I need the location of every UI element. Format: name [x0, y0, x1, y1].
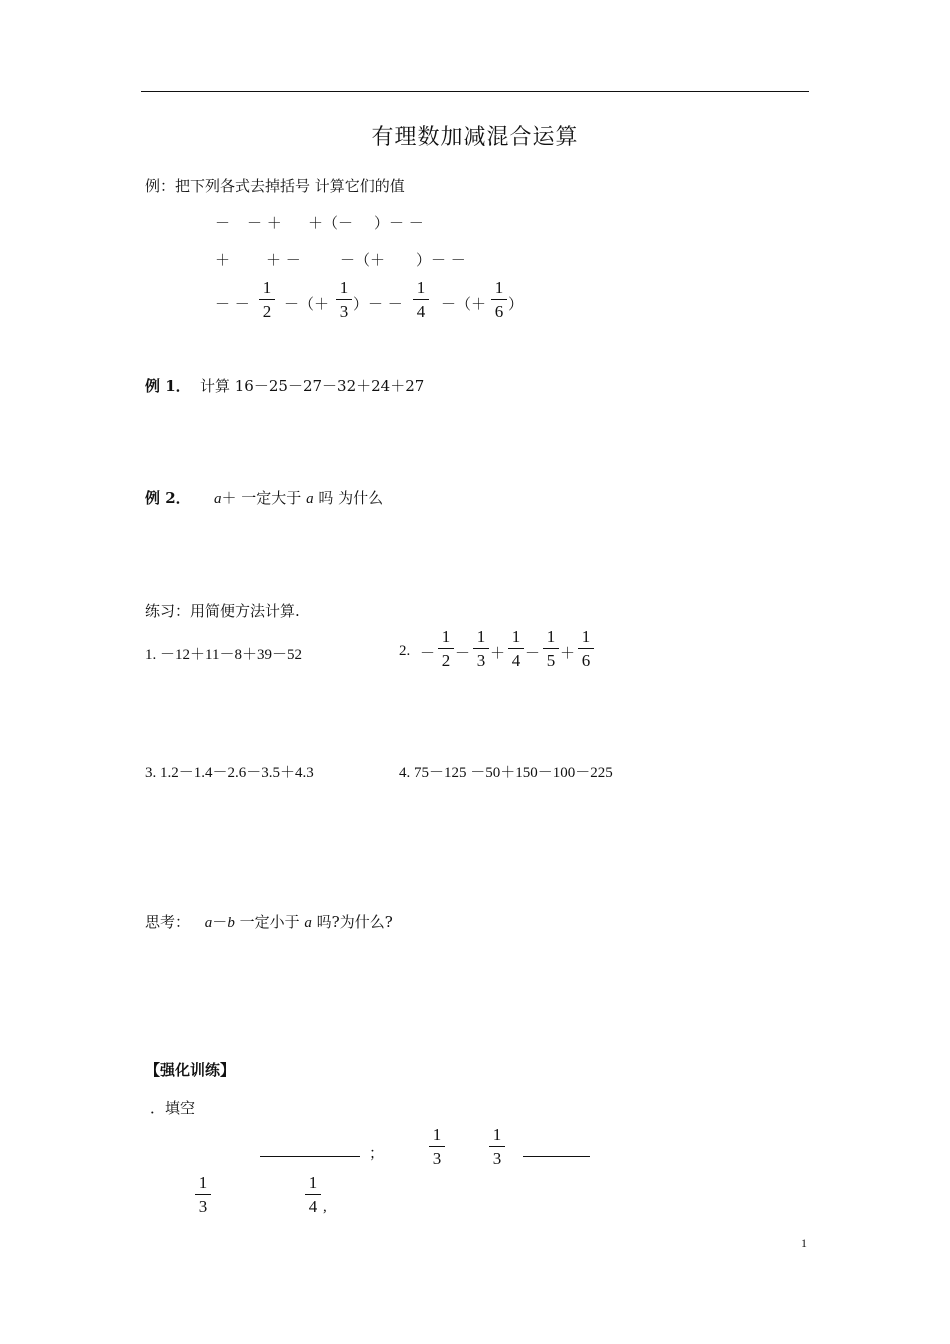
numerator: 1	[511, 627, 521, 646]
variable-b: b	[227, 915, 235, 931]
comma: ,	[323, 1199, 327, 1215]
practice-problem-4: 4. 75－125 －50＋150－100－225	[399, 765, 613, 781]
p2-op-4: －	[525, 644, 541, 662]
p2-fraction-5	[578, 628, 594, 670]
drill-fraction-3	[195, 1174, 211, 1216]
page-number: 1	[801, 1236, 807, 1250]
ex0-row3-op-1: － －	[215, 295, 250, 313]
denominator: 3	[476, 651, 486, 670]
example2-question	[214, 487, 383, 508]
variable-a: a	[304, 915, 312, 931]
example1-label: 例 1．	[145, 377, 191, 395]
answer-blank[interactable]	[260, 1156, 360, 1157]
numerator: 1	[494, 278, 504, 297]
numerator: 1	[416, 278, 426, 297]
numerator: 1	[308, 1173, 318, 1192]
minus-sign: －	[212, 913, 228, 931]
numerator: 1	[198, 1173, 208, 1192]
denominator: 4	[511, 651, 521, 670]
drill-fraction-2	[489, 1126, 505, 1168]
ex0-row2-op-c: －（＋	[340, 251, 386, 269]
denominator: 3	[432, 1149, 442, 1168]
ex0-row2-op-a: ＋	[215, 251, 231, 269]
practice-heading: 练习：用简便方法计算.	[145, 602, 300, 620]
ex0-row3-fraction-4	[491, 279, 507, 321]
drill-fraction-4	[305, 1174, 321, 1216]
ex0-row1-op-c: ＋（－	[308, 214, 354, 232]
variable-a: a	[306, 491, 314, 507]
p2-op-1: －	[420, 644, 436, 662]
ex0-row1-op-a: －	[215, 214, 231, 232]
denominator: 4	[416, 302, 426, 321]
practice-problem-3: 3. 1.2－1.4－2.6－3.5＋4.3	[145, 765, 314, 781]
denominator: 4	[308, 1197, 318, 1216]
denominator: 3	[492, 1149, 502, 1168]
p2-fraction-1	[438, 628, 454, 670]
drill-heading: 【强化训练】	[145, 1061, 236, 1079]
header-rule	[141, 91, 809, 92]
variable-a: a	[204, 915, 213, 931]
numerator: 1	[546, 627, 556, 646]
think-text-2: 吗?为什么?	[316, 913, 393, 931]
example2-text-2: 吗 为什么	[318, 489, 384, 507]
numerator: 1	[441, 627, 451, 646]
ex0-row3-fraction-1	[259, 279, 275, 321]
p2-fraction-2	[473, 628, 489, 670]
p2-op-5: ＋	[560, 644, 576, 662]
p2-fraction-4	[543, 628, 559, 670]
numerator: 1	[262, 278, 272, 297]
ex0-row3-op-3: ）－ －	[353, 295, 403, 313]
p2-fraction-3	[508, 628, 524, 670]
numerator: 1	[581, 627, 591, 646]
ex0-row3-op-5: ）	[508, 295, 524, 313]
denominator: 2	[262, 302, 272, 321]
p2-op-2: －	[455, 644, 471, 662]
denominator: 6	[581, 651, 591, 670]
ex0-row3-op-2: －（＋	[284, 295, 330, 313]
think-label: 思考：	[145, 913, 191, 931]
numerator: 1	[432, 1125, 442, 1144]
think-text-1: 一定小于	[239, 913, 300, 931]
practice-problem-2-label: 2.	[399, 643, 411, 659]
ex0-row3-fraction-2	[336, 279, 352, 321]
think-question	[145, 911, 393, 932]
ex0-row2-op-d: ）－ －	[416, 251, 466, 269]
ex0-row2-op-b: ＋ －	[266, 251, 301, 269]
denominator: 6	[494, 302, 504, 321]
ex0-row1-op-b: － ＋	[247, 214, 282, 232]
denominator: 5	[546, 651, 556, 670]
denominator: 2	[441, 651, 451, 670]
example2-label: 例 2．	[145, 489, 191, 507]
page-title: 有理数加减混合运算	[371, 125, 579, 150]
numerator: 1	[492, 1125, 502, 1144]
ex0-row3-op-4: －（＋	[441, 295, 487, 313]
denominator: 3	[339, 302, 349, 321]
example2-text-1: ＋ 一定大于	[221, 489, 302, 507]
practice-problem-1: 1. －12＋11－8＋39－52	[145, 647, 302, 663]
numerator: 1	[339, 278, 349, 297]
drill-fraction-1	[429, 1126, 445, 1168]
example1-text: 计算 16－25－27－32＋24＋27	[200, 377, 425, 395]
ex0-row3-fraction-3	[413, 279, 429, 321]
ex0-row1-op-d: ）－ －	[374, 214, 424, 232]
example0-prompt: 例：把下列各式去掉括号 计算它们的值	[145, 177, 405, 195]
variable-a: a	[214, 491, 222, 507]
semicolon: ；	[369, 1144, 385, 1162]
drill-item: ．填空	[150, 1099, 196, 1117]
numerator: 1	[476, 627, 486, 646]
denominator: 3	[198, 1197, 208, 1216]
p2-op-3: ＋	[490, 644, 506, 662]
answer-blank[interactable]	[523, 1156, 590, 1157]
